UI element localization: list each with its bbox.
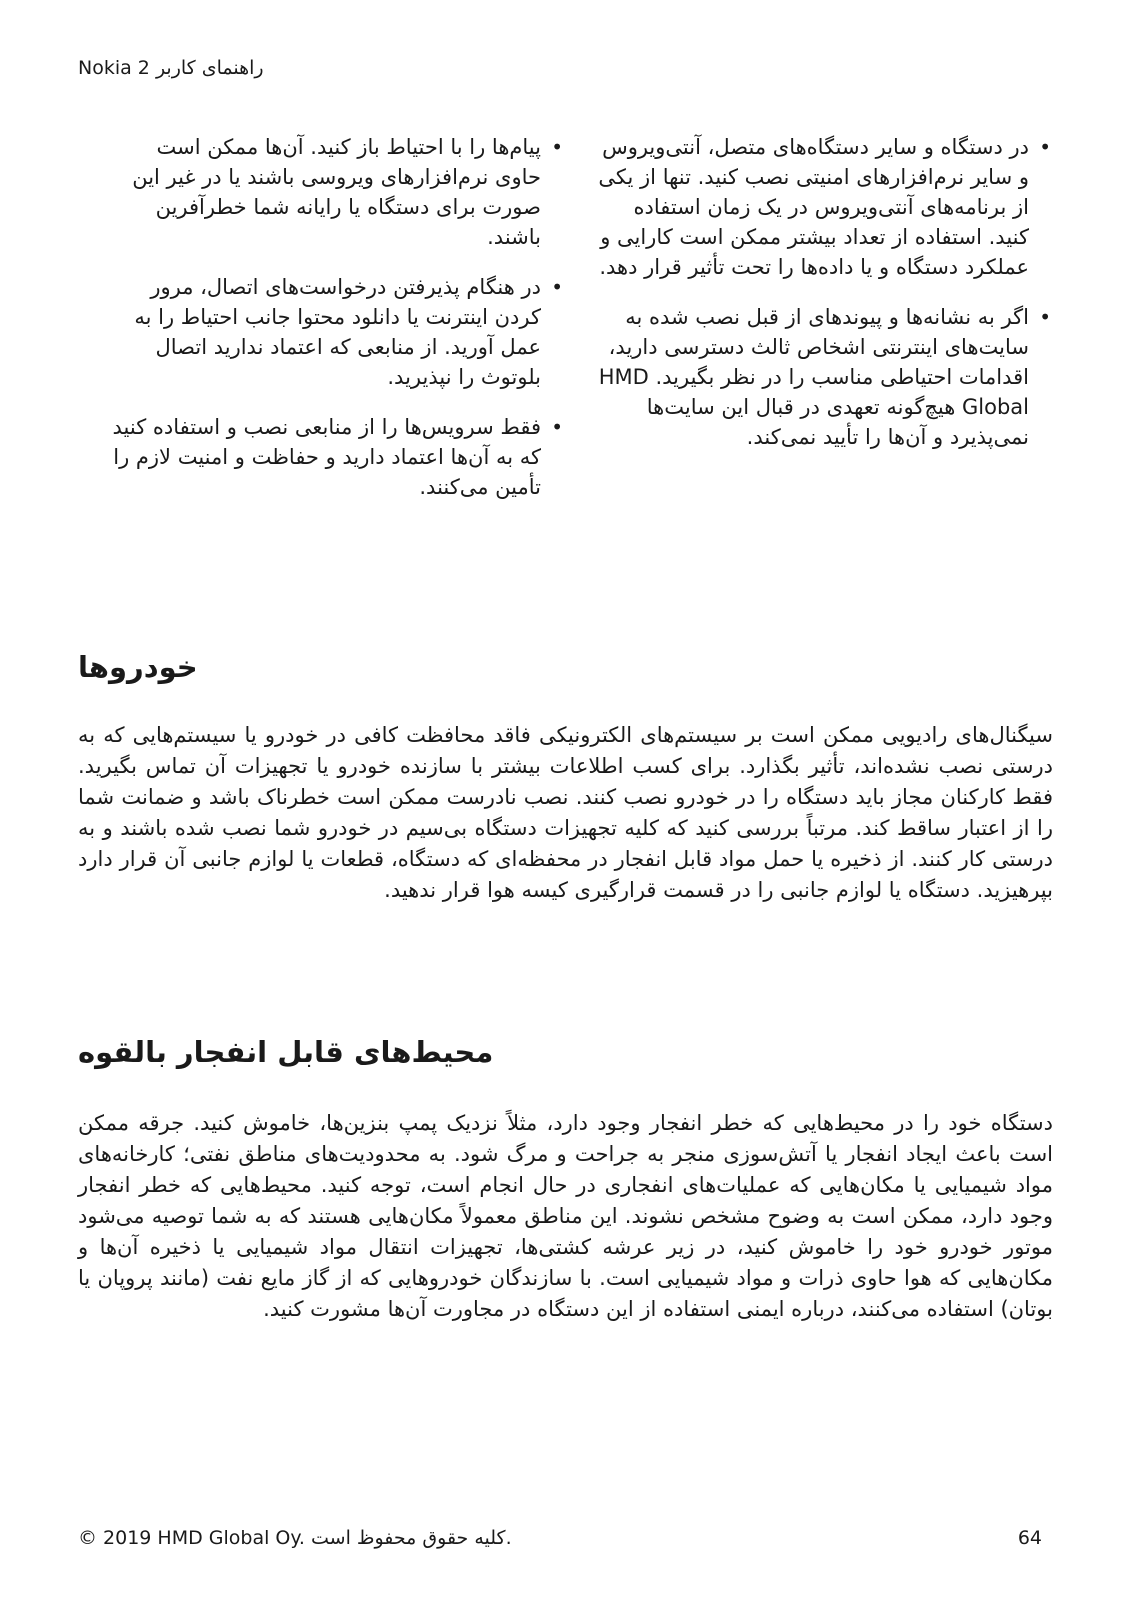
bullet-list-right — [598, 132, 1053, 452]
section-body-explosive: دستگاه خود را در محیط‌هایی که خطر انفجار وجود دارد، مثلاً نزدیک پمپ بنزین‌ها، خاموش کنید. جرقه ممکن است باعث ایجاد انفجار یا آتش‌سوزی منجر به جراحت و مرگ شود. به محدودیت‌های مناطق نفتی؛ کارخانه‌های مواد شیمیایی یا مکان‌هایی که عملیات‌های انفجاری در حال انجام است، توجه کنید. محیط‌هایی که خطر انفجار وجود دارد، ممکن است به وضوح مشخص نشوند. این مناطق معمولاً مکان‌هایی هستند که به شما توصیه می‌شود موتور خودرو خود را خاموش کنید، در زیر عرشه کشتی‌ها، تجهیزات انتقال مواد شیمیایی یا ذخیره آن‌ها و مکان‌هایی که هوا حاوی ذرات و مواد شیمیایی است. با سازندگان خودروهایی که از گاز مایع نفت (مانند پروپان یا بوتان) استفاده می‌کنند، درباره ایمنی استفاده از این دستگاه در مجاورت آن‌ها مشورت کنید. — [78, 1111, 1053, 1321]
page-number: 64 — [1017, 1527, 1042, 1549]
section-heading-explosive: محیط‌های قابل انفجار بالقوه — [78, 1035, 494, 1069]
list-item: • فقط سرویس‌ها را از منابعی نصب و استفاده کنید که به آن‌ها اعتماد دارید و حفاظت و امنیت لازم را تأمین می‌کنند. — [110, 412, 565, 502]
section-heading-vehicles: خودروها — [78, 650, 198, 684]
list-item: • در دستگاه و سایر دستگاه‌های متصل، آنتی‌ویروس و سایر نرم‌افزارهای امنیتی نصب کنید. تنها از یکی از برنامه‌های آنتی‌ویروس در یک زمان استفاده کنید. استفاده از تعداد بیشتر ممکن است کارایی و عملکرد دستگاه و یا داده‌ها را تحت تأثیر قرار دهد. — [598, 132, 1053, 282]
list-item: • در هنگام پذیرفتن درخواست‌های اتصال، مرور کردن اینترنت یا دانلود محتوا جانب احتیاط را به عمل آورید. از منابعی که اعتماد ندارید اتصال بلوتوث را نپذیرید. — [110, 272, 565, 392]
page-header: Nokia 2 راهنمای کاربر — [78, 57, 264, 79]
list-item: • پیام‌ها را با احتیاط باز کنید. آن‌ها ممکن است حاوی نرم‌افزارهای ویروسی باشند یا در غیر این صورت برای دستگاه یا رایانه شما خطرآفرین باشند. — [110, 132, 565, 252]
section-body-vehicles: سیگنال‌های رادیویی ممکن است بر سیستم‌های الکترونیکی فاقد محافظت کافی در خودرو یا سیستم‌هایی که به درستی نصب نشده‌اند، تأثیر بگذارد. برای کسب اطلاعات بیشتر با سازنده خودرو یا تجهیزات آن تماس بگیرید. فقط کارکنان مجاز باید دستگاه را در خودرو نصب کنند. نصب نادرست ممکن است خطرناک باشد و ضمانت شما را از اعتبار ساقط کند. مرتباً بررسی کنید که کلیه تجهیزات دستگاه بی‌سیم در خودرو شما نصب شده باشند و به درستی کار کنند. از ذخیره یا حمل مواد قابل انفجار در محفظه‌ای که دستگاه، قطعات یا لوازم جانبی آن قرار دارد بپرهیزید. دستگاه یا لوازم جانبی را در قسمت قرارگیری کیسه هوا قرار ندهید. — [78, 723, 1053, 902]
list-item: • اگر به نشانه‌ها و پیوندهای از قبل نصب شده به سایت‌های اینترنتی اشخاص ثالث دسترسی دارید، اقدامات احتیاطی مناسب را در نظر بگیرید. HMD Global هیچ‌گونه تعهدی در قبال این سایت‌ها نمی‌پذیرد و آن‌ها را تأیید نمی‌کند. — [598, 302, 1053, 452]
copyright-text: © 2019 HMD Global Oy. کلیه حقوق محفوظ است. — [78, 1527, 512, 1549]
bullet-column-left — [110, 132, 565, 522]
bullet-list-left — [110, 132, 565, 502]
bullet-column-right — [598, 132, 1053, 472]
